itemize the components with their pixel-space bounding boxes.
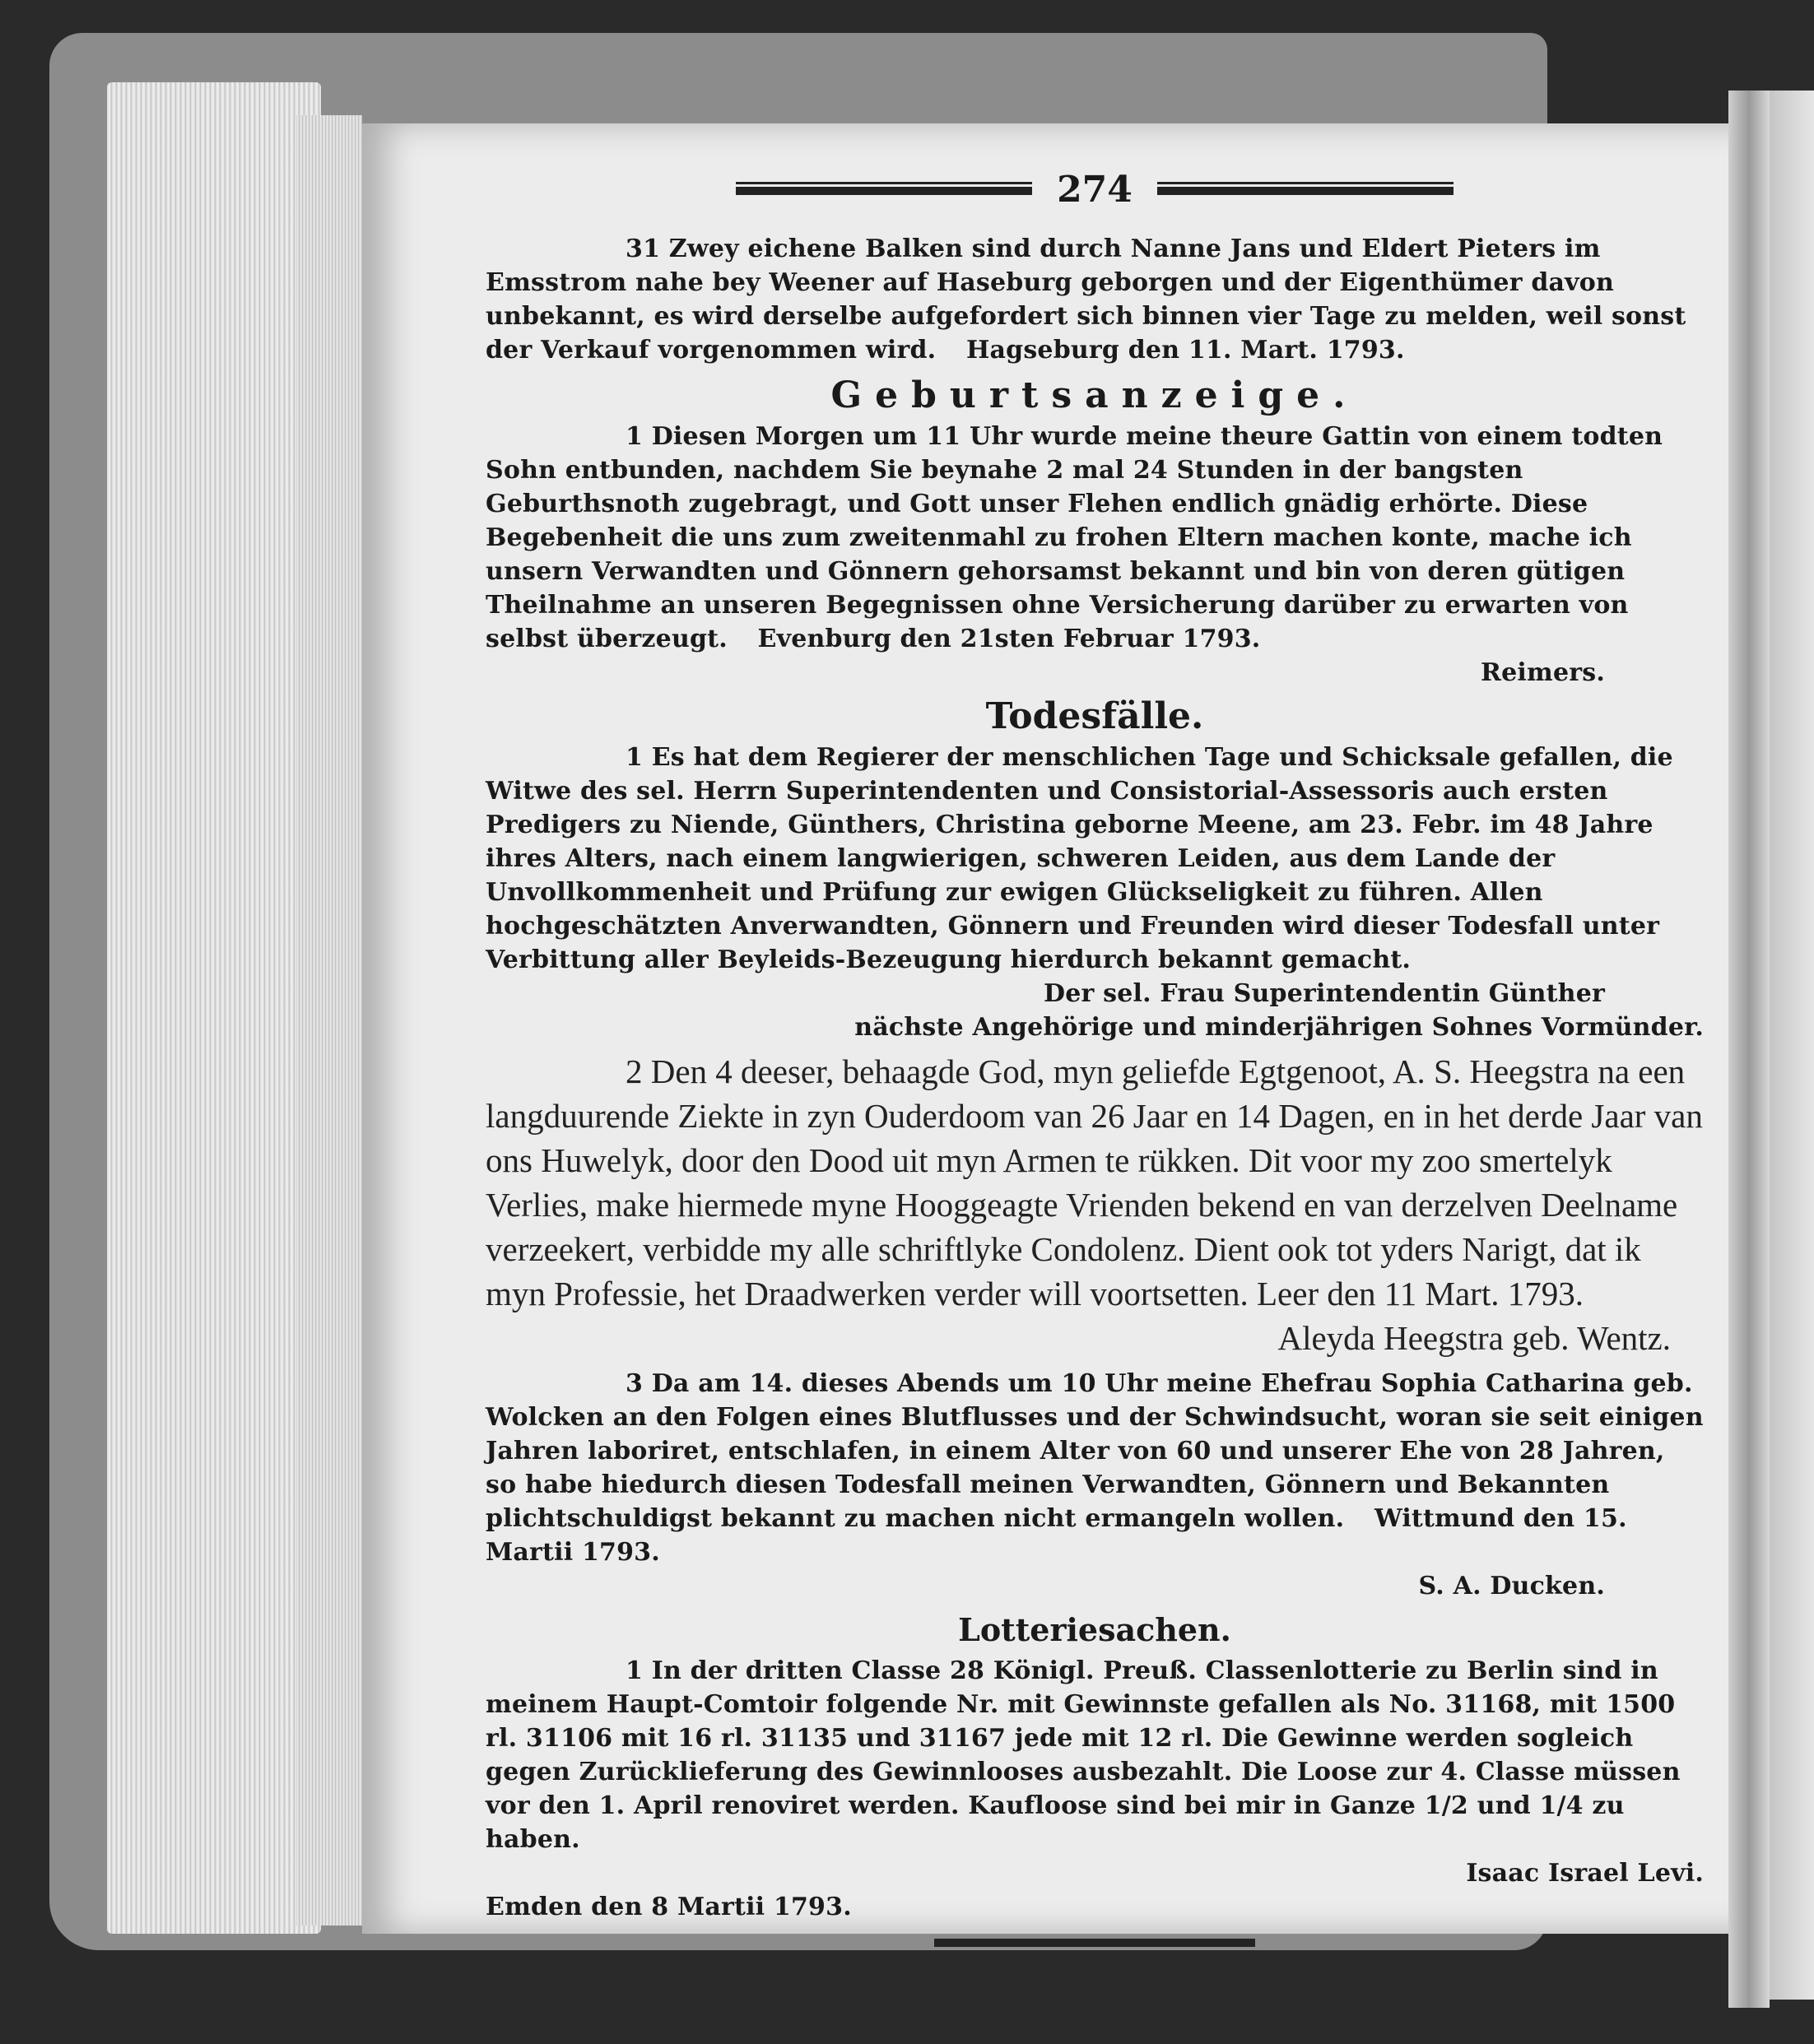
death-notice-2-text: 2 Den 4 deeser, behaagde God, myn geliefde Egtgenoot, A. S. Heegstra na een langduurende Ziekte in zyn Ouderdoom van 26 Jaar en 14 Dagen, en in het derde Jaar van ons Huwelyk, door den Dood uit myn Armen te rükken. Dit voor my zoo smertelyk Verlies, make hiermede myne Hooggeagte Vrienden bekend en van derzelven Deelname verzeekert, verbidde my alle schriftlyke Condolenz. Dient ook tot yders Narigt, dat ik myn Professie, het Draadwerken verder will voortsetten. Leer den 11 Mart. 1793. — [486, 1052, 1703, 1312]
page-header — [486, 165, 1704, 214]
lottery-notice — [486, 1654, 1704, 1924]
lottery-notice-date: Emden den 8 Martii 1793. — [486, 1893, 852, 1921]
lottery-notice-text: 1 In der dritten Classe 28 Königl. Preuß. Classenlotterie zu Berlin sind in meinem Haupt-Comtoir folgende Nr. mit Gewinnste gefallen als No. 31168, mit 1500 rl. 31106 mit 16 rl. 31135 und 31167 jede mit 12 rl. Die Gewinne werden sogleich gegen Zurücklieferung des Gewinnlooses ausbezahlt. Die Loose zur 4. Classe müssen vor den 1. April renoviret werden. Kaufloose sind bei mir in Ganze 1/2 und 1/4 zu haben. — [486, 1656, 1681, 1854]
death-notice-1-signature-2: nächste Angehörige und minderjährigen Sohnes Vormünder. — [854, 1013, 1704, 1042]
deaths-section-title: Todesfälle. — [985, 695, 1204, 737]
birth-notice-signature: Reimers. — [1481, 658, 1605, 687]
death-notice-1 — [486, 741, 1704, 1044]
notice-31-date: Hagseburg den 11. Mart. 1793. — [965, 336, 1405, 365]
death-notice-3-date: Wittmund den 15. Martii 1793. — [486, 1504, 1627, 1567]
notice-31-text: 31 Zwey eichene Balken sind durch Nanne Jans und Eldert Pieters im Emsstrom nahe bey Weener auf Haseburg geborgen und der Eigenthümer davon unbekannt, es wird derselbe aufgefordert sich binnen vier Tage zu melden, weil sonst der Verkauf vorgenommen wird. Hagseburg den 11. Mart. 1793. — [486, 235, 1686, 365]
lottery-section-title: Lotteriesachen. — [958, 1611, 1231, 1648]
birth-notice-text: 1 Diesen Morgen um 11 Uhr wurde meine theure Gattin von einem todten Sohn entbunden, nachdem Sie beynahe 2 mal 24 Stunden in der bangsten Geburthsnoth zugebragt, und Gott unser Flehen endlich gnädig erhörte. Diese Begebenheit die uns zum zweitenmahl zu frohen Eltern machen konte, mache ich unsern Verwandten und Gönnern gehorsamst bekannt und bin von deren gütigen Theilnahme an unseren Begegnissen ohne Versicherung darüber zu erwarten von selbst überzeugt. Evenburg den 21sten Februar 1793. — [486, 422, 1663, 653]
page-end-rule — [934, 1939, 1255, 1947]
page-stack-inner — [296, 115, 362, 1926]
page-stack-left — [107, 82, 321, 1934]
birth-notice-date: Evenburg den 21sten Februar 1793. — [757, 625, 1261, 653]
death-notice-1-signature-1: Der sel. Frau Superintendentin Günther — [1044, 979, 1605, 1008]
death-notice-3-text: 3 Da am 14. dieses Abends um 10 Uhr meine Ehefrau Sophia Catharina geb. Wolcken an den Folgen eines Blutflusses und der Schwindsucht, woran sie seit einigen Jahren laboriret, entschlafen, in einem Alter von 60 und unserer Ehe von 28 Jahren, so habe hiedurch diesen Todesfall meinen Verwandten, Gönnern und Bekannten plichtschuldigst bekannt zu machen nicht ermangeln wollen. Wittmund den 15. Martii 1793. — [486, 1369, 1704, 1567]
death-notice-2 — [486, 1049, 1704, 1360]
lottery-notice-signature: Isaac Israel Levi. — [1466, 1859, 1704, 1888]
book-gutter — [1728, 91, 1770, 2008]
death-notice-3 — [486, 1367, 1704, 1603]
death-notice-2-signature: Aleyda Heegstra geb. Wentz. — [1277, 1319, 1671, 1357]
death-notice-1-text: 1 Es hat dem Regierer der menschlichen Tage und Schicksale gefallen, die Witwe des sel. Herrn Superintendenten und Consistorial-Assessoris auch ersten Predigers zu Niende, Günthers, Christina geborne Meene, am 23. Febr. im 48 Jahre ihres Alters, nach einem langwierigen, schweren Leiden, aus dem Lande der Unvollkommenheit und Prüfung zur ewigen Glückseligkeit zu führen. Allen hochgeschätzten Anverwandten, Gönnern und Freunden wird dieser Todesfall unter Verbittung aller Beyleids-Bezeugung hierdurch bekannt gemacht. — [486, 743, 1673, 974]
page-text — [486, 165, 1704, 1947]
header-rule-right — [1157, 184, 1454, 195]
birth-section-title: Geburtsanzeige. — [830, 374, 1359, 416]
birth-notice — [486, 420, 1704, 690]
header-rule-left — [736, 184, 1032, 195]
page-number: 274 — [1057, 168, 1133, 211]
death-notice-3-signature: S. A. Ducken. — [1418, 1572, 1605, 1600]
notice-31 — [486, 232, 1704, 367]
